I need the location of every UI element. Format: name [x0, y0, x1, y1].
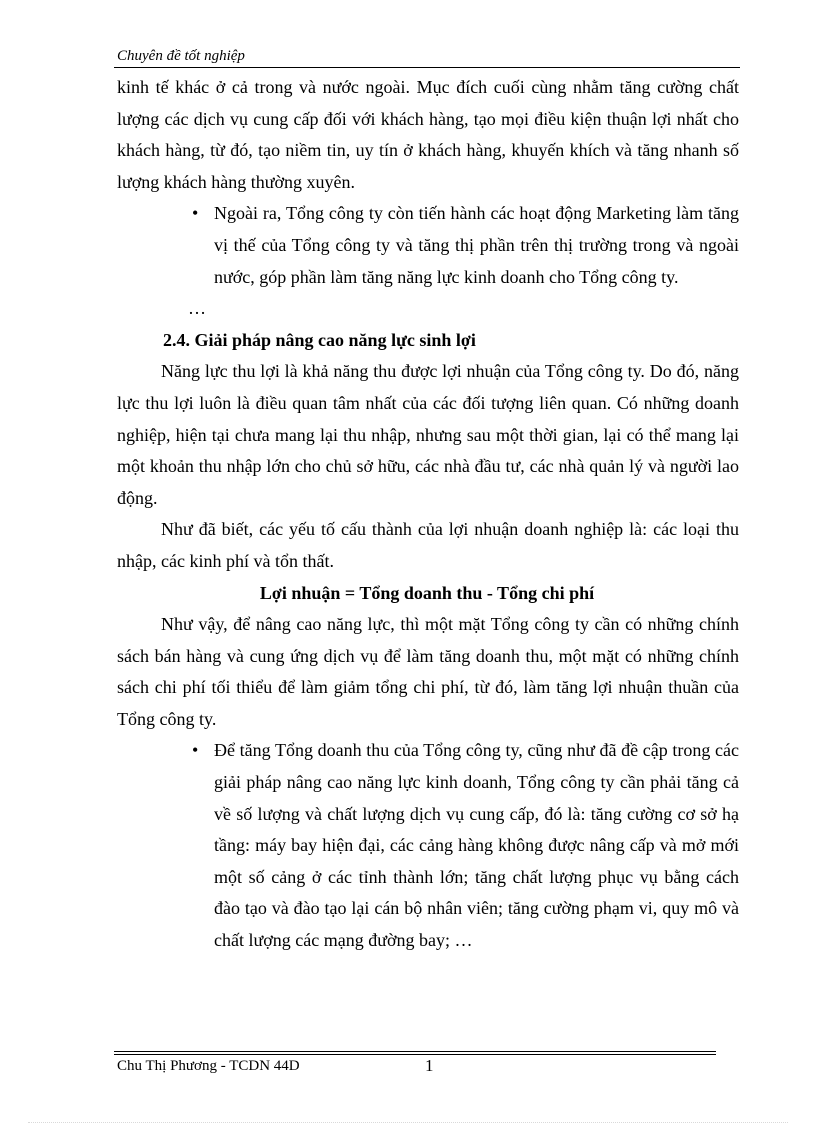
ellipsis: … — [188, 298, 206, 319]
paragraph-profitability: Năng lực thu lợi là khả năng thu được lợi nhuận của Tổng công ty. Do đó, năng lực thu lợi luôn là điều quan tâm nhất của các đối tượng liên quan. Có những doanh nghiệp, hiện tại chưa mang lại thu nhập, nhưng sau một thời gian, lại có thể mang lại một khoản thu nhập lớn cho chủ sở hữu, các nhà đầu tư, các nhà quản lý và người lao động. — [117, 361, 739, 508]
footer-author: Chu Thị Phương - TCDN 44D — [117, 1058, 300, 1074]
paragraph-profit-components: Như đã biết, các yếu tố cấu thành của lợi nhuận doanh nghiệp là: các loại thu nhập, các kinh phí và tổn thất. — [117, 519, 739, 571]
bullet-list-marketing — [117, 198, 739, 293]
document-body — [117, 72, 739, 957]
section-heading: 2.4. Giải pháp nâng cao năng lực sinh lợi — [163, 329, 476, 350]
header-rule — [114, 67, 740, 68]
running-header: Chuyên đề tốt nghiệp — [117, 48, 245, 64]
paragraph-continuation: kinh tế khác ở cả trong và nước ngoài. Mục đích cuối cùng nhằm tăng cường chất lượng các dịch vụ cung cấp đối với khách hàng, tạo mọi điều kiện thuận lợi nhất cho khách hàng, từ đó, tạo niềm tin, uy tín ở khách hàng, khuyến khích và tăng nhanh số lượng khách hàng thường xuyên. — [117, 77, 739, 192]
paragraph-policies: Như vậy, để nâng cao năng lực, thì một mặt Tổng công ty cần có những chính sách bán hàng và cung ứng dịch vụ để làm tăng doanh thu, một mặt có những chính sách chi phí tối thiểu để làm giảm tổng chi phí, từ đó, làm tăng lợi nhuận thuần của Tổng công ty. — [117, 614, 739, 729]
page-number: 1 — [425, 1056, 434, 1075]
bullet-item: • Để tăng Tổng doanh thu của Tổng công ty, cũng như đã đề cập trong các giải pháp nâng cao năng lực kinh doanh, Tổng công ty cần phải tăng cả về số lượng và chất lượng dịch vụ cung cấp, đó là: tăng cường cơ sở hạ tầng: máy bay hiện đại, các cảng hàng không được nâng cấp và mở mới một số cảng ở các tỉnh thành lớn; tăng chất lượng phục vụ bằng cách đào tạo và đào tạo lại cán bộ nhân viên; tăng cường phạm vi, quy mô và chất lượng các mạng đường bay; … — [214, 735, 739, 956]
bullet-item: • Ngoài ra, Tổng công ty còn tiến hành các hoạt động Marketing làm tăng vị thế của Tổng công ty và tăng thị phần trên thị trường trong và ngoài nước, góp phần làm tăng năng lực kinh doanh cho Tổng công ty. — [214, 198, 739, 293]
profit-formula: Lợi nhuận = Tổng doanh thu - Tổng chi phí — [259, 582, 595, 603]
footer-rule — [114, 1051, 716, 1052]
bullet-list-revenue — [117, 735, 739, 956]
footer-rule — [114, 1054, 716, 1055]
